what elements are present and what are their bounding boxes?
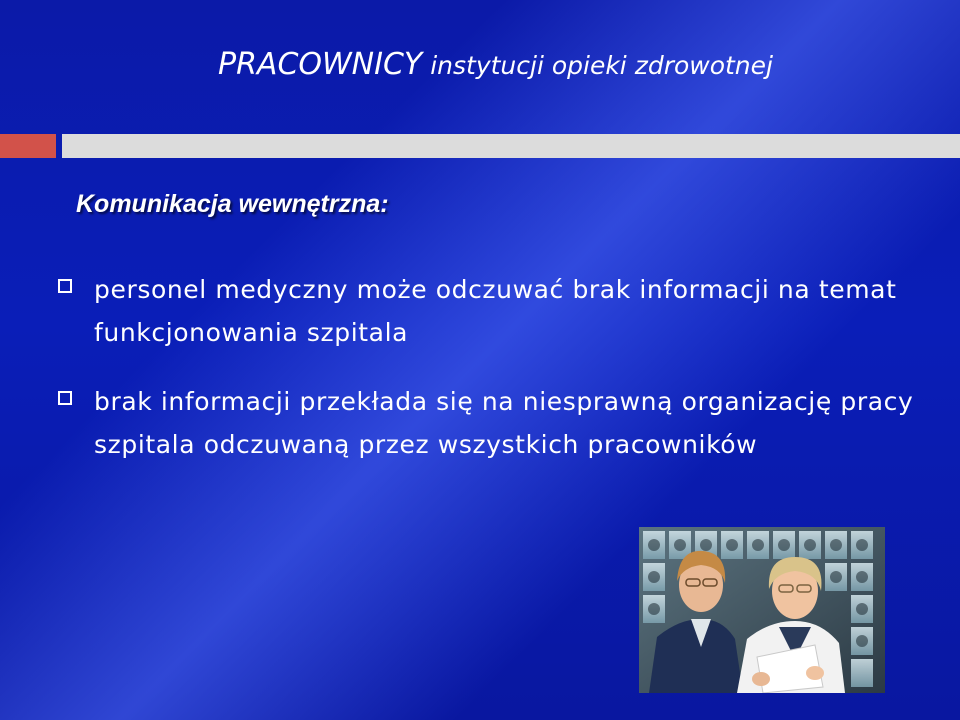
bullet-item bbox=[58, 268, 918, 354]
square-bullet-icon bbox=[58, 279, 72, 293]
slide-title-main: PRACOWNICY bbox=[218, 47, 423, 82]
accent-bar-red bbox=[0, 134, 56, 158]
bullet-item bbox=[58, 380, 918, 466]
photo-doctors-xray-icon bbox=[639, 527, 885, 693]
bullet-text: brak informacji przekłada się na niesprawną organizację pracy szpitala odczuwaną przez wszystkich pracowników bbox=[94, 387, 914, 459]
slide-title bbox=[218, 44, 773, 82]
slide-title-rest: instytucji opieki zdrowotnej bbox=[422, 51, 773, 80]
section-subtitle: Komunikacja wewnętrzna: bbox=[76, 190, 389, 218]
square-bullet-icon bbox=[58, 391, 72, 405]
bullet-text: personel medyczny może odczuwać brak informacji na temat funkcjonowania szpitala bbox=[94, 275, 897, 347]
bullet-list bbox=[58, 268, 918, 492]
accent-bar-gray bbox=[62, 134, 960, 158]
